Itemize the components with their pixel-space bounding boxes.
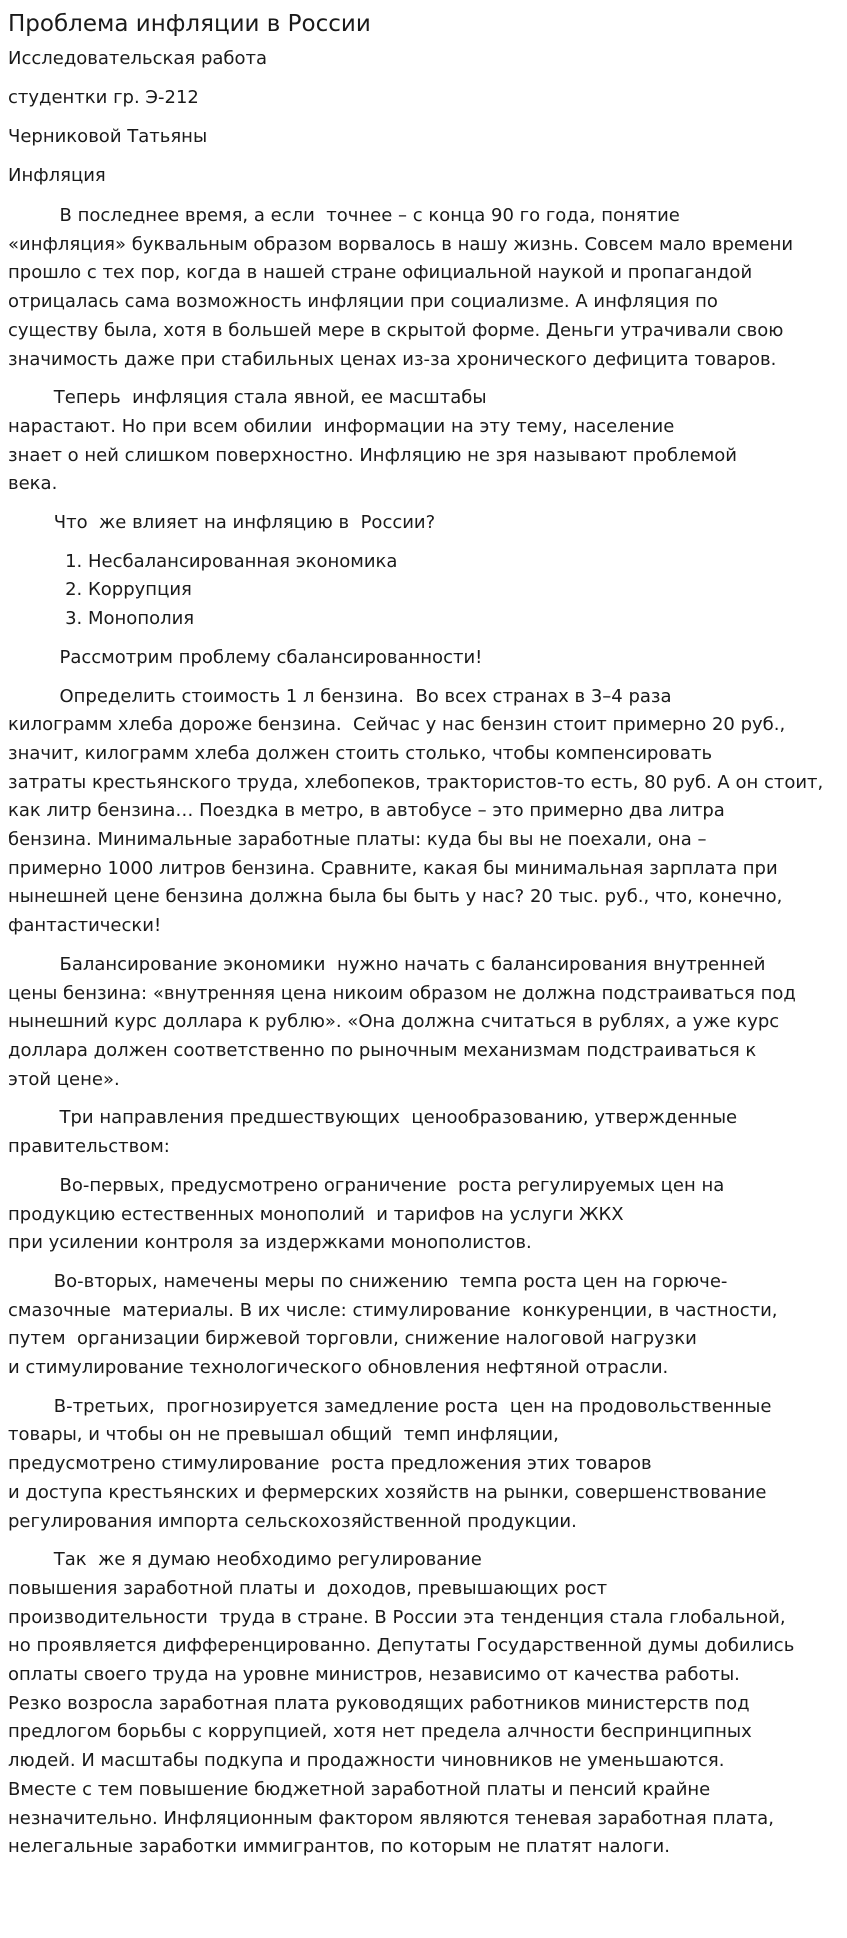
paragraph-line: В-третьих, прогнозируется замедление роста цен на продовольственные bbox=[8, 1395, 772, 1417]
paragraph-line: килограмм хлеба дороже бензина. Сейчас у нас бензин стоит примерно 20 руб., bbox=[8, 714, 786, 736]
paragraph-line: прошло с тех пор, когда в нашей стране официальной наукой и пропагандой bbox=[8, 262, 753, 284]
cause-item: 1. Несбалансированная экономика bbox=[88, 548, 839, 577]
paragraph-line: Три направления предшествующих ценообразованию, утвержденные bbox=[8, 1107, 738, 1129]
paragraph-line: регулирования импорта сельскохозяйственной продукции. bbox=[8, 1510, 577, 1532]
paragraph bbox=[8, 1393, 839, 1537]
paragraph-line: века. bbox=[8, 473, 58, 495]
paragraph-line: «инфляция» буквальным образом ворвалось в нашу жизнь. Совсем мало времени bbox=[8, 233, 794, 255]
paragraph-line: незначительно. Инфляционным фактором являются теневая заработная плата, bbox=[8, 1807, 774, 1829]
paragraph-line: примерно 1000 литров бензина. Сравните, какая бы минимальная зарплата при bbox=[8, 857, 778, 879]
paragraph-line: товары, и чтобы он не превышал общий темп инфляции, bbox=[8, 1424, 559, 1446]
author-name: Черниковой Татьяны bbox=[8, 126, 208, 147]
paragraph-line: нынешний курс доллара к рублю». «Она должна считаться в рублях, а уже курс bbox=[8, 1011, 780, 1033]
paragraph-line: затраты крестьянского труда, хлебопеков, трактористов-то есть, 80 руб. А он стоит, bbox=[8, 771, 824, 793]
document-title: Проблема инфляции в России bbox=[8, 11, 371, 37]
paragraph-line: нынешней цене бензина должна была бы быть у нас? 20 тыс. руб., что, конечно, bbox=[8, 886, 783, 908]
causes-list bbox=[8, 548, 839, 634]
paragraph-line: цены бензина: «внутренняя цена никоим образом не должна подстраиваться под bbox=[8, 982, 796, 1004]
paragraph bbox=[8, 683, 839, 941]
paragraph-line: Так же я думаю необходимо регулирование bbox=[8, 1549, 482, 1571]
paragraph bbox=[8, 509, 839, 538]
paragraph-line: продукцию естественных монополий и тарифов на услуги ЖКХ bbox=[8, 1203, 624, 1225]
paragraph bbox=[8, 1546, 839, 1862]
paragraph-line: предусмотрено стимулирование роста предложения этих товаров bbox=[8, 1453, 652, 1475]
paragraph-line: существу была, хотя в большей мере в скрытой форме. Деньги утрачивали свою bbox=[8, 319, 784, 341]
paragraph-line: значит, килограмм хлеба должен стоить столько, чтобы компенсировать bbox=[8, 742, 713, 764]
paragraph bbox=[8, 1104, 839, 1161]
paragraph bbox=[8, 1268, 839, 1383]
paragraph-line: знает о ней слишком поверхностно. Инфляцию не зря называют проблемой bbox=[8, 444, 737, 466]
paragraph-line: путем организации биржевой торговли, снижение налоговой нагрузки bbox=[8, 1328, 697, 1350]
paragraph-line: Во-первых, предусмотрено ограничение роста регулируемых цен на bbox=[8, 1174, 725, 1196]
paragraph-line: фантастически! bbox=[8, 915, 162, 937]
paragraph-line: значимость даже при стабильных ценах из-за хронического дефицита товаров. bbox=[8, 348, 777, 370]
cause-item: 3. Монополия bbox=[88, 605, 839, 634]
paragraph-line: оплаты своего труда на уровне министров, независимо от качества работы. bbox=[8, 1664, 740, 1686]
paragraph bbox=[8, 644, 839, 673]
paragraph-line: Резко возросла заработная плата руководящих работников министерств под bbox=[8, 1692, 750, 1714]
paragraph bbox=[8, 384, 839, 499]
paragraph-line: В последнее время, а если точнее – с конца 90 го года, понятие bbox=[8, 205, 680, 226]
paragraph-line: как литр бензина… Поездка в метро, в автобусе – это примерно два литра bbox=[8, 800, 725, 822]
student-group: студентки гр. Э-212 bbox=[8, 87, 199, 108]
paragraph bbox=[8, 202, 839, 374]
cause-item: 2. Коррупция bbox=[88, 576, 839, 605]
section-heading: Инфляция bbox=[8, 165, 106, 186]
paragraph-line: отрицалась сама возможность инфляции при социализме. А инфляция по bbox=[8, 291, 718, 313]
paragraph-line: Определить стоимость 1 л бензина. Во всех странах в 3–4 раза bbox=[8, 685, 672, 707]
paragraph-line: нелегальные заработки иммигрантов, по которым не платят налоги. bbox=[8, 1836, 670, 1858]
paragraph-line: предлогом борьбы с коррупцией, хотя нет предела алчности беспринципных bbox=[8, 1721, 752, 1743]
paragraph-line: бензина. Минимальные заработные платы: куда бы вы не поехали, она – bbox=[8, 829, 707, 851]
paragraph bbox=[8, 1172, 839, 1258]
paragraph-line: и доступа крестьянских и фермерских хозяйств на рынки, совершенствование bbox=[8, 1481, 767, 1503]
body-paragraphs bbox=[8, 644, 839, 1862]
work-type: Исследовательская работа bbox=[8, 48, 268, 69]
paragraph-line: правительством: bbox=[8, 1136, 170, 1158]
paragraph-line: Что же влияет на инфляцию в России? bbox=[8, 512, 436, 534]
paragraph-line: Теперь инфляция стала явной, ее масштабы bbox=[8, 387, 487, 409]
paragraph-line: Во-вторых, намечены меры по снижению темпа роста цен на горюче- bbox=[8, 1270, 728, 1292]
paragraph-line: людей. И масштабы подкупа и продажности чиновников не уменьшаются. bbox=[8, 1750, 725, 1772]
paragraph-line: производительности труда в стране. В России эта тенденция стала глобальной, bbox=[8, 1606, 786, 1628]
intro-paragraphs bbox=[8, 202, 839, 538]
paragraph-line: доллара должен соответственно по рыночным механизмам подстраиваться к bbox=[8, 1039, 757, 1061]
paragraph-line: и стимулирование технологического обновления нефтяной отрасли. bbox=[8, 1357, 669, 1379]
paragraph-line: этой цене». bbox=[8, 1068, 120, 1090]
paragraph-line: при усилении контроля за издержками монополистов. bbox=[8, 1232, 532, 1254]
paragraph-line: смазочные материалы. В их числе: стимулирование конкуренции, в частности, bbox=[8, 1299, 778, 1321]
paragraph-line: Вместе с тем повышение бюджетной заработной платы и пенсий крайне bbox=[8, 1778, 711, 1800]
paragraph-line: нарастают. Но при всем обилии информации на эту тему, население bbox=[8, 415, 675, 437]
paragraph-line: повышения заработной платы и доходов, превышающих рост bbox=[8, 1577, 608, 1599]
paragraph-line: Рассмотрим проблему сбалансированности! bbox=[8, 646, 483, 668]
paragraph-line: Балансирование экономики нужно начать с балансирования внутренней bbox=[8, 953, 766, 975]
paragraph-line: но проявляется дифференцированно. Депутаты Государственной думы добились bbox=[8, 1635, 795, 1657]
paragraph bbox=[8, 951, 839, 1095]
